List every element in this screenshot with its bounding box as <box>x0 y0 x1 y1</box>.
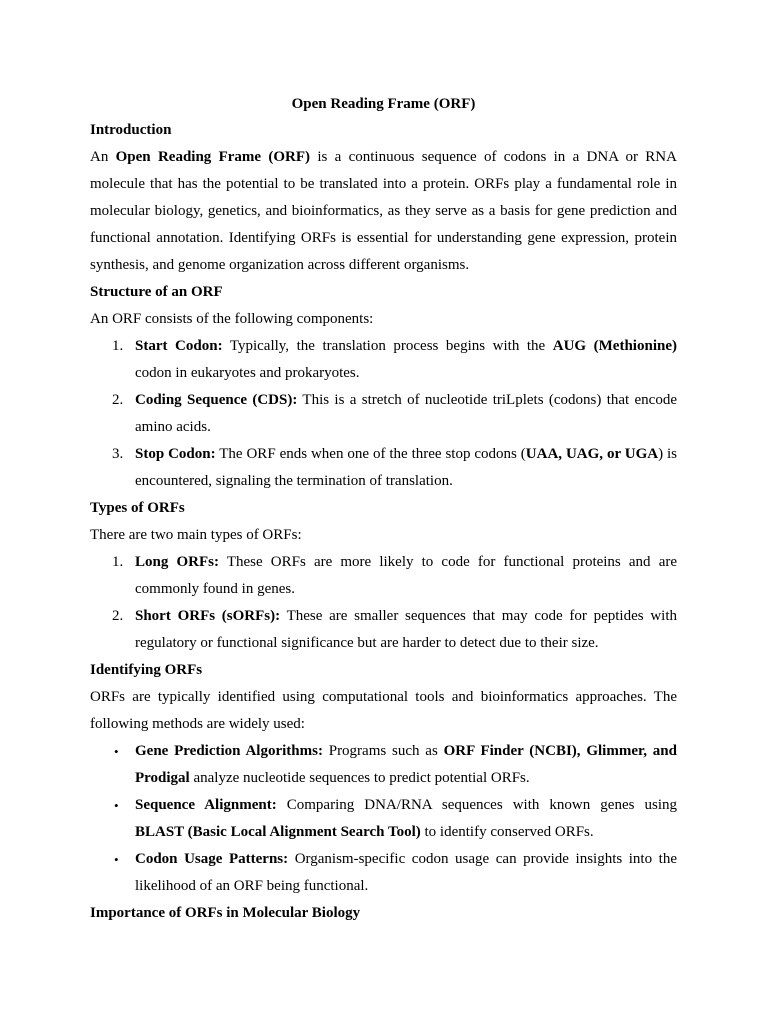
item-text: analyze nucleotide sequences to predict potential ORFs. <box>189 770 530 786</box>
list-number: 2. <box>112 608 124 624</box>
item-label: Start Codon: <box>135 338 223 354</box>
item-label: Sequence Alignment: <box>135 797 277 813</box>
intro-term-orf: Open Reading Frame (ORF) <box>115 149 311 165</box>
heading-identifying: Identifying ORFs <box>90 662 203 678</box>
item-text: to identify conserved ORFs. <box>420 824 594 840</box>
item-text: This is a stretch of nucleotide triLplets (codons) that encode amino acids. <box>135 392 677 435</box>
item-text: These ORFs are more likely to code for functional proteins and are commonly found in genes. <box>135 554 678 597</box>
types-list <box>90 549 677 657</box>
structure-list <box>90 333 677 495</box>
item-label: Gene Prediction Algorithms: <box>135 743 323 759</box>
item-label: Short ORFs (sORFs): <box>135 608 281 624</box>
item-label: Coding Sequence (CDS): <box>135 392 298 408</box>
identifying-lead: ORFs are typically identified using computational tools and bioinformatics approaches. The following methods are widely used: <box>90 689 677 732</box>
structure-lead: An ORF consists of the following components: <box>90 311 374 327</box>
list-number: 1. <box>112 554 124 570</box>
list-item <box>90 738 677 792</box>
item-bold-term: BLAST (Basic Local Alignment Search Tool) <box>135 824 421 840</box>
heading-introduction: Introduction <box>90 122 172 138</box>
item-text: Comparing DNA/RNA sequences with known genes using <box>276 797 677 813</box>
types-lead: There are two main types of ORFs: <box>90 527 302 543</box>
item-label: Codon Usage Patterns: <box>135 851 289 867</box>
item-bold-term: AUG (Methionine) <box>552 338 677 354</box>
item-bold-term: UAA, UAG, or UGA <box>525 446 659 462</box>
list-item <box>90 549 677 603</box>
item-bold-term: ORF Finder (NCBI), Glimmer, and Prodigal <box>135 743 677 786</box>
bullet-icon: • <box>114 852 119 867</box>
list-item <box>90 846 677 900</box>
list-item <box>90 603 677 657</box>
heading-importance: Importance of ORFs in Molecular Biology <box>90 905 361 921</box>
list-item <box>90 441 677 495</box>
item-text: The ORF ends when one of the three stop codons ( <box>215 446 526 462</box>
document-title: Open Reading Frame (ORF) <box>291 96 476 112</box>
intro-text-post: is a continuous sequence of codons in a DNA or RNA molecule that has the potential to be translated into a protein. ORFs play a fundamental role in molecular biology, genetics, and bioinformatics, as they serve as a basis for gene prediction and functional annotation. Identifying ORFs is essential for understanding gene expression, protein synthesis, and genome organization across different organisms. <box>90 149 677 273</box>
intro-text-pre: An <box>90 149 116 165</box>
intro-paragraph <box>90 144 677 279</box>
bullet-icon: • <box>114 798 119 813</box>
list-number: 1. <box>112 338 124 354</box>
item-text: codon in eukaryotes and prokaryotes. <box>135 365 360 381</box>
identifying-list <box>90 738 677 900</box>
item-label: Stop Codon: <box>135 446 216 462</box>
item-text: ) is encountered, signaling the termination of translation. <box>135 446 677 489</box>
item-text: Organism-specific codon usage can provide insights into the likelihood of an ORF being functional. <box>135 851 677 894</box>
item-text: These are smaller sequences that may code for peptides with regulatory or functional significance but are harder to detect due to their size. <box>135 608 677 651</box>
heading-structure: Structure of an ORF <box>90 284 223 300</box>
item-label: Long ORFs: <box>135 554 219 570</box>
heading-types: Types of ORFs <box>90 500 185 516</box>
list-number: 2. <box>112 392 124 408</box>
item-text: Typically, the translation process begins with the <box>222 338 553 354</box>
list-item <box>90 387 677 441</box>
list-item <box>90 792 677 846</box>
list-number: 3. <box>112 446 124 462</box>
item-text: Programs such as <box>322 743 444 759</box>
bullet-icon: • <box>114 744 119 759</box>
list-item <box>90 333 677 387</box>
